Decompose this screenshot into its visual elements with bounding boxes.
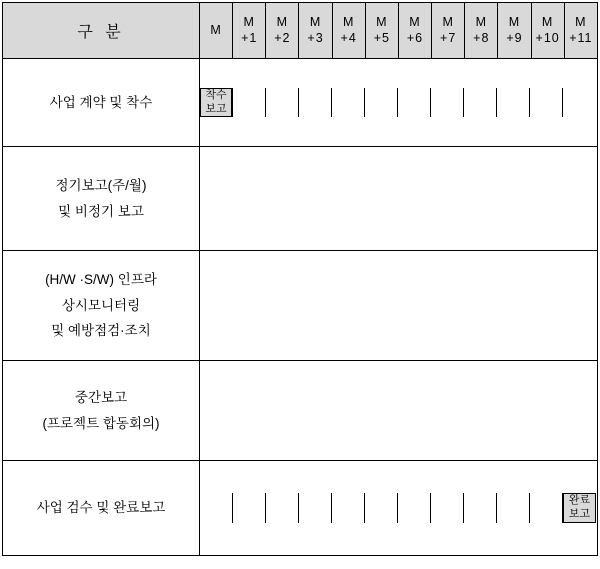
cell-0-0-4 [332,88,365,118]
milestone-completion-top: 완료 [568,494,591,507]
header-month-10-top: M [541,14,554,29]
task-label-1-line-1: 및 비정기 보고 [58,203,144,219]
cell-4-2-7 [431,493,464,523]
header-month-11-top: M [575,14,587,29]
table-row [3,59,598,147]
table-row [3,251,598,361]
milestone-kickoff [200,88,232,118]
header-month-7-bottom: +7 [440,30,457,45]
cell-0-0-1 [233,88,266,118]
header-month-6-top: M [409,14,421,29]
header-month-3 [299,3,332,59]
cell-0-0-11 [563,88,596,118]
header-month-8 [465,3,498,59]
cell-4-2-4 [332,493,365,523]
header-month-3-top: M [309,14,322,29]
schedule-sheet [0,2,600,569]
task-label-1-line-0: 정기보고(주/월) [55,177,147,193]
cell-0-0-2 [266,88,299,118]
header-month-2 [266,3,299,59]
timeline-cells-row-4 [199,461,597,556]
header-month-5-bottom: +5 [373,30,390,45]
cell-0-0-6 [398,88,431,118]
milestone-completion-bottom: 보고 [568,508,591,520]
table-row [3,147,598,251]
header-month-9-bottom: +9 [506,30,523,45]
header-month-5-top: M [376,14,388,29]
header-month-2-bottom: +2 [274,30,291,45]
header-category-label: 구 분 [3,3,200,59]
cell-0-0-8 [464,88,497,118]
milestone-completion [563,493,596,523]
timeline-cells-row-1 [199,147,597,251]
schedule-table [2,2,598,556]
timeline-cells-row-2 [199,251,597,361]
task-label-4 [3,461,200,556]
header-month-11-bottom: +11 [569,30,593,45]
cell-4-2-2 [266,493,299,523]
header-month-1-bottom: +1 [241,30,258,45]
header-month-8-top: M [475,14,488,29]
header-month-1 [233,3,266,59]
cell-0-0-0 [200,88,233,118]
cell-0-0-7 [431,88,464,118]
cell-0-0-3 [299,88,332,118]
header-month-5 [365,3,398,59]
milestone-kickoff-top: 착수 [205,88,227,101]
task-label-2-line-2: 및 예방점검·조치 [51,323,151,339]
cell-4-2-8 [464,493,497,523]
header-month-9-top: M [508,14,521,29]
header-month-7-top: M [442,14,454,29]
header-month-4-top: M [342,14,355,29]
task-label-3 [3,361,200,461]
header-month-4-bottom: +4 [340,30,357,45]
table-row [3,461,598,556]
header-month-0-top: M [210,22,222,37]
header-month-0 [199,3,232,59]
header-month-3-bottom: +3 [307,30,324,45]
header-month-10-bottom: +10 [535,30,560,45]
header-month-6-bottom: +6 [406,30,424,45]
task-label-0-line-0: 사업 계약 및 착수 [49,94,153,110]
task-label-2 [3,251,200,361]
header-month-9 [498,3,531,59]
cell-0-0-10 [530,88,563,118]
header-month-10 [531,3,564,59]
cell-4-2-3 [299,493,332,523]
cell-0-0-9 [497,88,530,118]
cell-4-2-5 [365,493,398,523]
header-month-8-bottom: +8 [473,30,490,45]
task-label-4-line-0: 사업 검수 및 완료보고 [36,500,166,516]
task-label-2-line-0: (H/W ·S/W) 인프라 [45,272,157,288]
header-month-4 [332,3,365,59]
header-month-7 [432,3,465,59]
timeline-subgrid-0 [200,88,597,118]
cell-4-2-9 [497,493,530,523]
cell-4-2-11 [563,493,596,523]
milestone-kickoff-bottom: 보고 [205,102,227,115]
task-label-3-line-1: (프로젝트 합동회의) [42,415,160,431]
timeline-cells-row-0 [199,59,597,147]
cell-4-2-10 [530,493,563,523]
task-label-1 [3,147,200,251]
header-month-2-top: M [276,14,289,29]
header-month-11 [564,3,597,59]
task-label-2-line-1: 상시모니터링 [61,297,141,313]
timeline-cells-row-3 [199,361,597,461]
timeline-subrow-0-0 [200,88,597,118]
cell-4-2-0 [200,493,233,523]
table-header-row [3,3,598,59]
cell-4-2-6 [398,493,431,523]
timeline-subgrid-4 [200,493,597,523]
header-month-6 [398,3,431,59]
timeline-subrow-4-2 [200,493,597,523]
table-row [3,361,598,461]
header-month-1-top: M [243,14,255,29]
task-label-0 [3,59,200,147]
cell-4-2-1 [233,493,266,523]
cell-0-0-5 [365,88,398,118]
task-label-3-line-0: 중간보고 [74,389,128,405]
